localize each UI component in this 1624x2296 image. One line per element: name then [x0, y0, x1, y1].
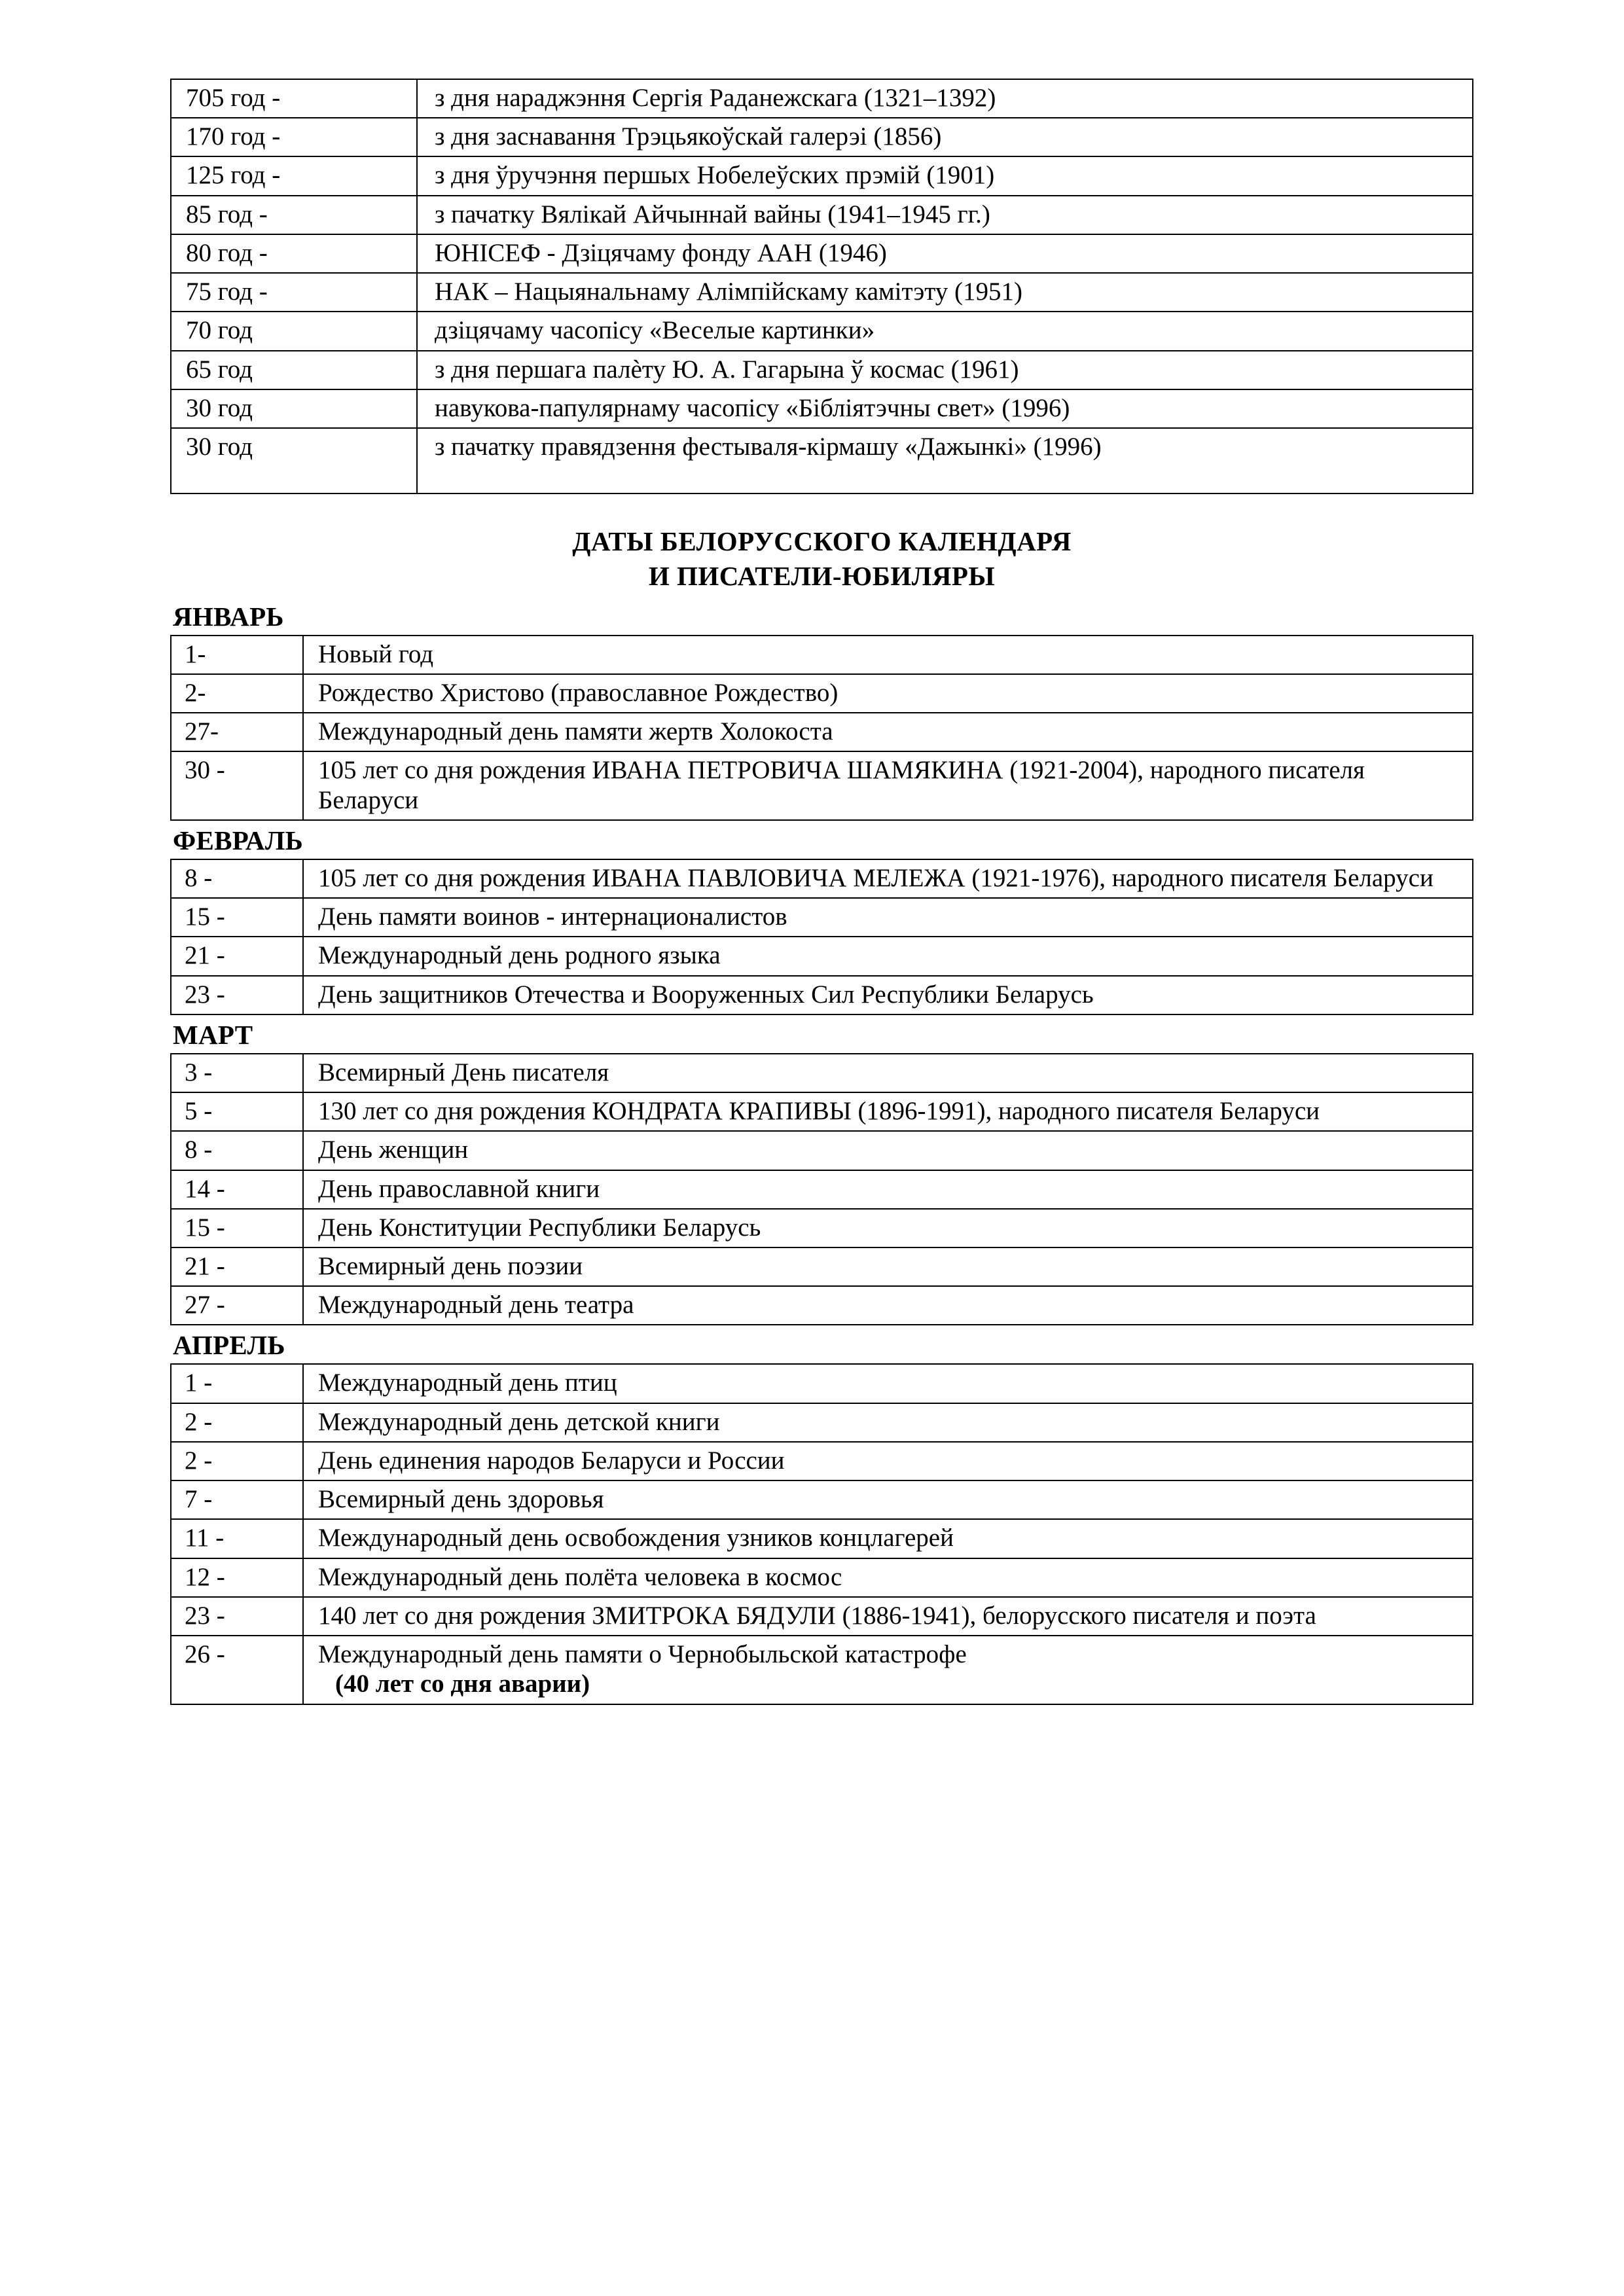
event-date: 3 - [171, 1054, 303, 1092]
event-note: (40 лет со дня аварии) [335, 1670, 590, 1698]
event-date: 27 - [171, 1286, 303, 1325]
anniversary-years: 80 год - [171, 234, 417, 273]
table-row [171, 156, 1473, 195]
anniversary-event: з пачатку правядзення фестываля-кірмашу «Дажынкі» (1996) [417, 428, 1473, 493]
event-date: 26 - [171, 1636, 303, 1704]
event-date: 7 - [171, 1480, 303, 1519]
table-row [171, 1092, 1473, 1131]
event-text: Международный день родного языка [303, 937, 1473, 975]
table-row [171, 898, 1473, 937]
event-text: Международный день птиц [303, 1364, 1473, 1403]
event-date: 12 - [171, 1558, 303, 1597]
event-date: 11 - [171, 1519, 303, 1558]
event-date: 2 - [171, 1442, 303, 1480]
table-row [171, 1636, 1473, 1704]
month-table-april [170, 1363, 1473, 1704]
table-row [171, 273, 1473, 312]
table-row [171, 118, 1473, 156]
event-text: Международный день детской книги [303, 1403, 1473, 1442]
anniversary-years: 85 год - [171, 196, 417, 234]
table-row [171, 1131, 1473, 1170]
event-text: Всемирный день поэзии [303, 1247, 1473, 1286]
table-row [171, 1519, 1473, 1558]
event-text: День православной книги [303, 1170, 1473, 1209]
table-row [171, 976, 1473, 1014]
table-row [171, 713, 1473, 751]
table-row [171, 674, 1473, 713]
table-row [171, 1364, 1473, 1403]
month-table-march [170, 1053, 1473, 1326]
table-row [171, 1247, 1473, 1286]
anniversary-years: 70 год [171, 312, 417, 350]
table-row [171, 351, 1473, 389]
anniversary-years: 75 год - [171, 273, 417, 312]
event-text: Международный день освобождения узников концлагерей [303, 1519, 1473, 1558]
event-date: 8 - [171, 859, 303, 898]
anniversary-event: з дня ўручэння першых Нобелеўских прэмій (1901) [417, 156, 1473, 195]
table-row [171, 1209, 1473, 1247]
month-table-body [171, 1364, 1473, 1704]
anniversary-event: ЮНІСЕФ - Дзіцячаму фонду ААН (1946) [417, 234, 1473, 273]
table-row [171, 1403, 1473, 1442]
anniversary-years: 170 год - [171, 118, 417, 156]
table-row [171, 234, 1473, 273]
event-text: День единения народов Беларуси и России [303, 1442, 1473, 1480]
event-text: Рождество Христово (православное Рождество) [303, 674, 1473, 713]
event-date: 23 - [171, 1597, 303, 1636]
event-text: 105 лет со дня рождения ИВАНА ПАВЛОВИЧА МЕЛЕЖА (1921-1976), народного писателя Беларуси [303, 859, 1473, 898]
table-row [171, 1597, 1473, 1636]
event-date: 27- [171, 713, 303, 751]
anniversary-event: дзіцячаму часопісу «Веселые картинки» [417, 312, 1473, 350]
event-date: 15 - [171, 1209, 303, 1247]
page-title-line-1: ДАТЫ БЕЛОРУССКОГО КАЛЕНДАРЯ [572, 526, 1072, 557]
anniversary-years: 65 год [171, 351, 417, 389]
event-date: 14 - [171, 1170, 303, 1209]
event-date: 8 - [171, 1131, 303, 1170]
anniversary-event: з пачатку Вялікай Айчыннай вайны (1941–1945 гг.) [417, 196, 1473, 234]
event-text: Международный день театра [303, 1286, 1473, 1325]
anniversary-table [170, 79, 1473, 494]
event-text: Новый год [303, 636, 1473, 674]
event-date: 2- [171, 674, 303, 713]
event-text: День Конституции Республики Беларусь [303, 1209, 1473, 1247]
event-text: День женщин [303, 1131, 1473, 1170]
anniversary-years: 30 год [171, 389, 417, 428]
month-heading-april: АПРЕЛЬ [173, 1330, 285, 1361]
month-heading-march: МАРТ [173, 1019, 253, 1050]
table-row [171, 196, 1473, 234]
table-row [171, 751, 1473, 819]
anniversary-event: з дня першага палѐту Ю. А. Гагарына ў космас (1961) [417, 351, 1473, 389]
event-date: 21 - [171, 937, 303, 975]
event-date: 1 - [171, 1364, 303, 1403]
event-date: 5 - [171, 1092, 303, 1131]
month-heading-february: ФЕВРАЛЬ [173, 825, 304, 855]
event-date: 15 - [171, 898, 303, 937]
table-row [171, 859, 1473, 898]
month-heading-january: ЯНВАРЬ [173, 601, 284, 632]
page-title-line-2: И ПИСАТЕЛИ-ЮБИЛЯРЫ [648, 561, 996, 592]
event-date: 30 - [171, 751, 303, 819]
event-text: Международный день памяти жертв Холокоста [303, 713, 1473, 751]
anniversary-years: 30 год [171, 428, 417, 493]
anniversary-event: НАК – Нацыянальнаму Алімпійскаму камітэту (1951) [417, 273, 1473, 312]
table-row [171, 428, 1473, 493]
event-text: День защитников Отечества и Вооруженных Сил Республики Беларусь [303, 976, 1473, 1014]
month-table-body [171, 636, 1473, 820]
table-row [171, 389, 1473, 428]
event-text: 105 лет со дня рождения ИВАНА ПЕТРОВИЧА ШАМЯКИНА (1921-2004), народного писателя Беларуси [303, 751, 1473, 819]
event-text: День памяти воинов - интернационалистов [303, 898, 1473, 937]
month-table-body [171, 1054, 1473, 1325]
table-row [171, 312, 1473, 350]
event-text-cell [303, 1636, 1473, 1704]
event-date: 2 - [171, 1403, 303, 1442]
table-row [171, 1170, 1473, 1209]
table-row [171, 937, 1473, 975]
event-date: 1- [171, 636, 303, 674]
month-table-february [170, 859, 1473, 1015]
table-row [171, 1054, 1473, 1092]
anniversary-years: 125 год - [171, 156, 417, 195]
table-row [171, 79, 1473, 118]
month-table-body [171, 859, 1473, 1014]
event-text: 140 лет со дня рождения ЗМИТРОКА БЯДУЛИ (1886-1941), белорусского писателя и поэта [303, 1597, 1473, 1636]
table-row [171, 636, 1473, 674]
event-text: Всемирный день здоровья [303, 1480, 1473, 1519]
table-row [171, 1286, 1473, 1325]
event-date: 21 - [171, 1247, 303, 1286]
event-text: 130 лет со дня рождения КОНДРАТА КРАПИВЫ (1896-1991), народного писателя Беларуси [303, 1092, 1473, 1131]
page-title [170, 524, 1473, 594]
event-text: Международный день памяти о Чернобыльской катастрофе [318, 1640, 967, 1669]
month-table-january [170, 635, 1473, 821]
anniversary-event: з дня нараджэння Сергія Раданежскага (1321–1392) [417, 79, 1473, 118]
anniversary-event: з дня заснавання Трэцьякоўскай галерэі (1856) [417, 118, 1473, 156]
event-text: Международный день полёта человека в космос [303, 1558, 1473, 1597]
event-text: Всемирный День писателя [303, 1054, 1473, 1092]
table-row [171, 1480, 1473, 1519]
event-date: 23 - [171, 976, 303, 1014]
table-row [171, 1558, 1473, 1597]
table-row [171, 1442, 1473, 1480]
anniversary-event: навукова-папулярнаму часопісу «Бібліятэчны свет» (1996) [417, 389, 1473, 428]
anniversary-table-body [171, 79, 1473, 493]
anniversary-years: 705 год - [171, 79, 417, 118]
